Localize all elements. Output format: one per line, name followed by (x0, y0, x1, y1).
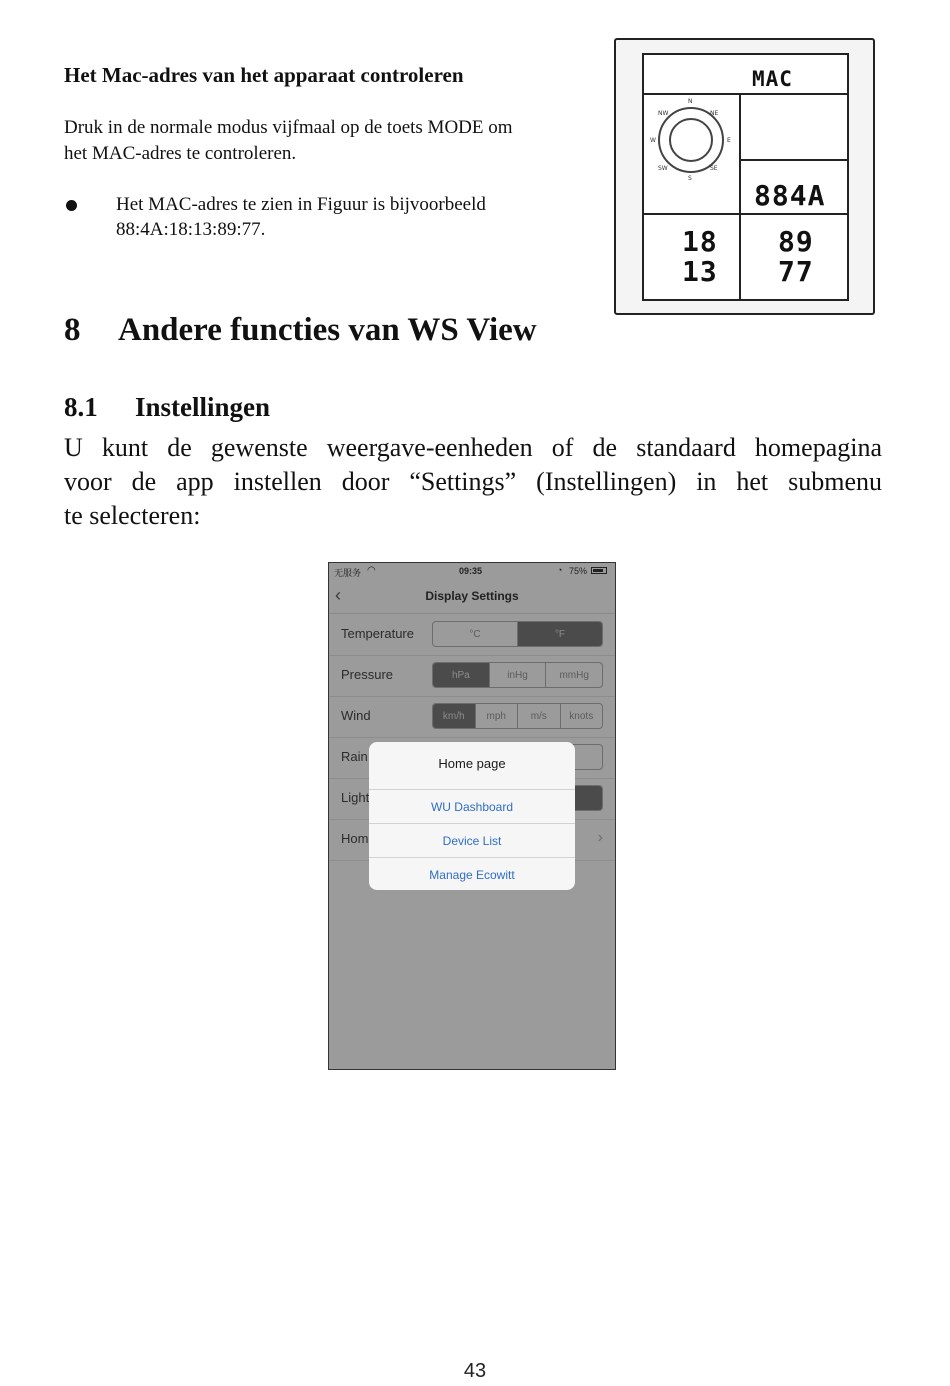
status-time: 09:35 (459, 566, 483, 576)
temperature-option-f[interactable]: °F (518, 622, 602, 646)
settings-row-temperature (329, 614, 615, 656)
chapter-number: 8 (64, 312, 81, 348)
mac-paragraph-line-1: Druk in de normale modus vijfmaal op de toets MODE om (64, 117, 513, 138)
compass-label-se: SE (710, 165, 718, 172)
pressure-option-hpa[interactable]: hPa (433, 663, 490, 687)
lcd-left-bottom: 13 (682, 255, 718, 288)
wind-option-mph[interactable]: mph (476, 704, 519, 728)
compass-label-s: S (688, 175, 692, 182)
chevron-right-icon: › (597, 829, 603, 846)
navigation-bar (329, 579, 615, 614)
row-label-pressure: Pressure (341, 667, 394, 682)
compass-label-n: N (688, 98, 693, 105)
compass-label-sw: SW (658, 165, 668, 172)
row-label-light: Light (341, 790, 370, 805)
bullet-line-1: Het MAC-adres te zien in Figuur is bijvoorbeeld (116, 194, 486, 215)
mac-section-heading: Het Mac-adres van het apparaat controleren (64, 63, 464, 87)
dialog-option-manage-ecowitt[interactable]: Manage Ecowitt (369, 857, 575, 890)
page-number: 43 (463, 1360, 487, 1382)
bullet-line-2: 88:4A:18:13:89:77. (116, 219, 266, 240)
dialog-title: Home page (438, 756, 506, 771)
app-screenshot (328, 562, 616, 1070)
wind-unit-selector (432, 703, 603, 729)
compass-label-w: W (650, 137, 656, 144)
weather-station-display-figure (614, 38, 875, 315)
lcd-left-top: 18 (682, 225, 718, 258)
lcd-screen (642, 53, 849, 301)
wifi-icon: ◠ (367, 565, 376, 576)
compass-label-nw: NW (658, 110, 669, 117)
wind-option-ms[interactable]: m/s (518, 704, 561, 728)
battery-icon (591, 567, 607, 574)
bullet-dot (66, 200, 77, 211)
lcd-divider (644, 93, 847, 95)
nav-title: Display Settings (425, 589, 519, 603)
compass-label-e: E (727, 137, 731, 144)
settings-row-wind (329, 696, 615, 738)
back-chevron-icon[interactable]: ‹ (335, 585, 341, 605)
row-label-wind: Wind (341, 708, 371, 723)
settings-row-pressure (329, 655, 615, 697)
battery-percent: 75% (569, 566, 588, 576)
lcd-right-top: 89 (778, 225, 814, 258)
pressure-unit-selector (432, 662, 603, 688)
lcd-value-top: 884A (754, 179, 826, 212)
row-label-temperature: Temperature (341, 626, 414, 641)
row-label-home: Hom (341, 831, 369, 846)
dialog-option-wu-dashboard[interactable]: WU Dashboard (369, 789, 575, 824)
home-page-dialog (369, 742, 575, 890)
wind-option-kmh[interactable]: km/h (433, 704, 476, 728)
pressure-option-inhg[interactable]: inHg (490, 663, 547, 687)
lcd-right-bottom: 77 (778, 255, 814, 288)
intro-line-3: te selecteren: (64, 501, 201, 530)
compass-inner-ring (669, 118, 713, 162)
status-bar (329, 563, 615, 579)
chapter-title: Andere functies van WS View (118, 312, 537, 348)
mac-paragraph-line-2: het MAC-adres te controleren. (64, 143, 297, 164)
compass-label-ne: NE (710, 110, 719, 117)
intro-line-2: voor de app instellen door “Settings” (Instellingen) in het submenu (64, 467, 882, 496)
lcd-divider (739, 93, 741, 299)
subsection-title: Instellingen (135, 392, 271, 422)
rotation-lock-icon: ◔ (557, 565, 563, 575)
temperature-unit-selector (432, 621, 603, 647)
carrier-text: 无服务 (334, 568, 362, 578)
intro-line-1: U kunt de gewenste weergave-eenheden of de standaard homepagina (64, 433, 882, 462)
pressure-option-mmhg[interactable]: mmHg (559, 669, 589, 681)
wind-option-knots[interactable]: knots (569, 710, 594, 722)
dialog-option-device-list[interactable]: Device List (369, 823, 575, 858)
temperature-option-c[interactable]: °C (433, 622, 518, 646)
lcd-divider (644, 213, 847, 215)
lcd-divider (741, 159, 847, 161)
lcd-mode-label: MAC (752, 67, 793, 91)
row-label-rain: Rain (341, 749, 368, 764)
subsection-number: 8.1 (64, 392, 98, 422)
